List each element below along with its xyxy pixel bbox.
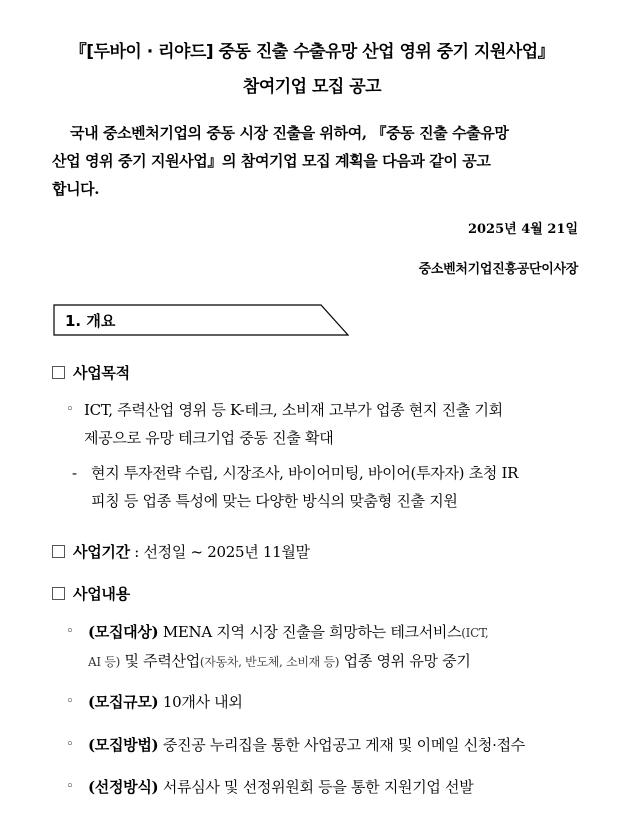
content-selection-item (66, 773, 582, 801)
section-header-overview (53, 304, 349, 336)
purpose-item-line-1: ICT, 주력산업 영위 등 K-테크, 소비재 고부가 업종 현지 진출 기회 (84, 401, 503, 419)
bullet-circle-icon: ◦ (66, 402, 74, 417)
bullet-circle-icon: ◦ (66, 624, 74, 639)
content-target-item (66, 618, 582, 676)
heading-content (52, 583, 130, 604)
announcement-date: 2025년 4월 21일 (467, 222, 578, 237)
purpose-subitem-line-2: 피칭 등 업종 특성에 맞는 다양한 방식의 맞춤형 진출 지원 (91, 492, 458, 510)
target-text-3: 업종 영위 유망 중기 (339, 652, 471, 670)
bullet-circle-icon: ◦ (66, 779, 74, 794)
title-line-2: 참여기업 모집 공고 (242, 77, 382, 97)
checkbox-square-icon (52, 366, 65, 379)
target-small-2: AI 등) (88, 655, 120, 669)
scale-label: (모집규모) (88, 693, 159, 711)
purpose-subitem-line-1: 현지 투자전략 수립, 시장조사, 바이어미팅, 바이어(투자자) 초청 IR (91, 464, 519, 482)
heading-purpose-text: 사업목적 (73, 364, 130, 382)
title-line-1: 『[두바이 · 리야드] 중동 진출 수출유망 산업 영위 중기 지원사업』 (69, 42, 555, 62)
intro-line-1: 국내 중소벤처기업의 중동 시장 진출을 위하여, 『중동 진출 수출유망 (70, 124, 509, 142)
heading-period-text: 사업기간 (73, 543, 130, 561)
content-scale-line (66, 693, 243, 711)
checkbox-square-icon (52, 545, 65, 558)
target-text-2: 및 주력산업 (120, 652, 200, 670)
checkbox-square-icon (52, 587, 65, 600)
bullet-circle-icon: ◦ (66, 694, 74, 709)
purpose-item-line-2: 제공으로 유망 테크기업 중동 진출 확대 (84, 429, 334, 447)
selection-text: 서류심사 및 선정위원회 등을 통한 지원기업 선발 (158, 778, 474, 796)
intro-paragraph (52, 119, 584, 203)
content-selection-line (66, 778, 473, 796)
target-text-1: MENA 지역 시장 진출을 희망하는 테크서비스 (158, 623, 462, 641)
method-label: (모집방법) (88, 736, 159, 754)
target-small-1: (ICT, (461, 626, 489, 640)
heading-content-text: 사업내용 (73, 585, 130, 603)
dash-mark: - (72, 464, 77, 482)
content-scale-item (66, 688, 582, 716)
content-target-line-1 (66, 618, 582, 647)
content-method-line (66, 736, 525, 754)
selection-label: (선정방식) (88, 778, 159, 796)
method-text: 중진공 누리집을 통한 사업공고 게재 및 이메일 신청·접수 (158, 736, 525, 754)
section-label: 1. 개요 (65, 312, 116, 330)
purpose-item (66, 396, 582, 452)
heading-period (52, 541, 310, 562)
bullet-circle-icon: ◦ (66, 737, 74, 752)
period-value: : 선정일 ~ 2025년 11월말 (129, 543, 310, 561)
intro-line-2: 산업 영위 중기 지원사업』의 참여기업 모집 계획을 다음과 같이 공고 (52, 152, 491, 170)
target-label: (모집대상) (88, 623, 159, 641)
target-small-3: (자동차, 반도체, 소비재 등) (199, 655, 340, 669)
issuing-organization: 중소벤처기업진흥공단이사장 (418, 262, 578, 277)
purpose-subitem (72, 459, 582, 515)
content-target-line-2 (66, 647, 582, 676)
scale-text: 10개사 내외 (158, 693, 243, 711)
heading-purpose (52, 362, 130, 383)
intro-line-3: 합니다. (52, 180, 100, 198)
content-method-item (66, 731, 582, 759)
